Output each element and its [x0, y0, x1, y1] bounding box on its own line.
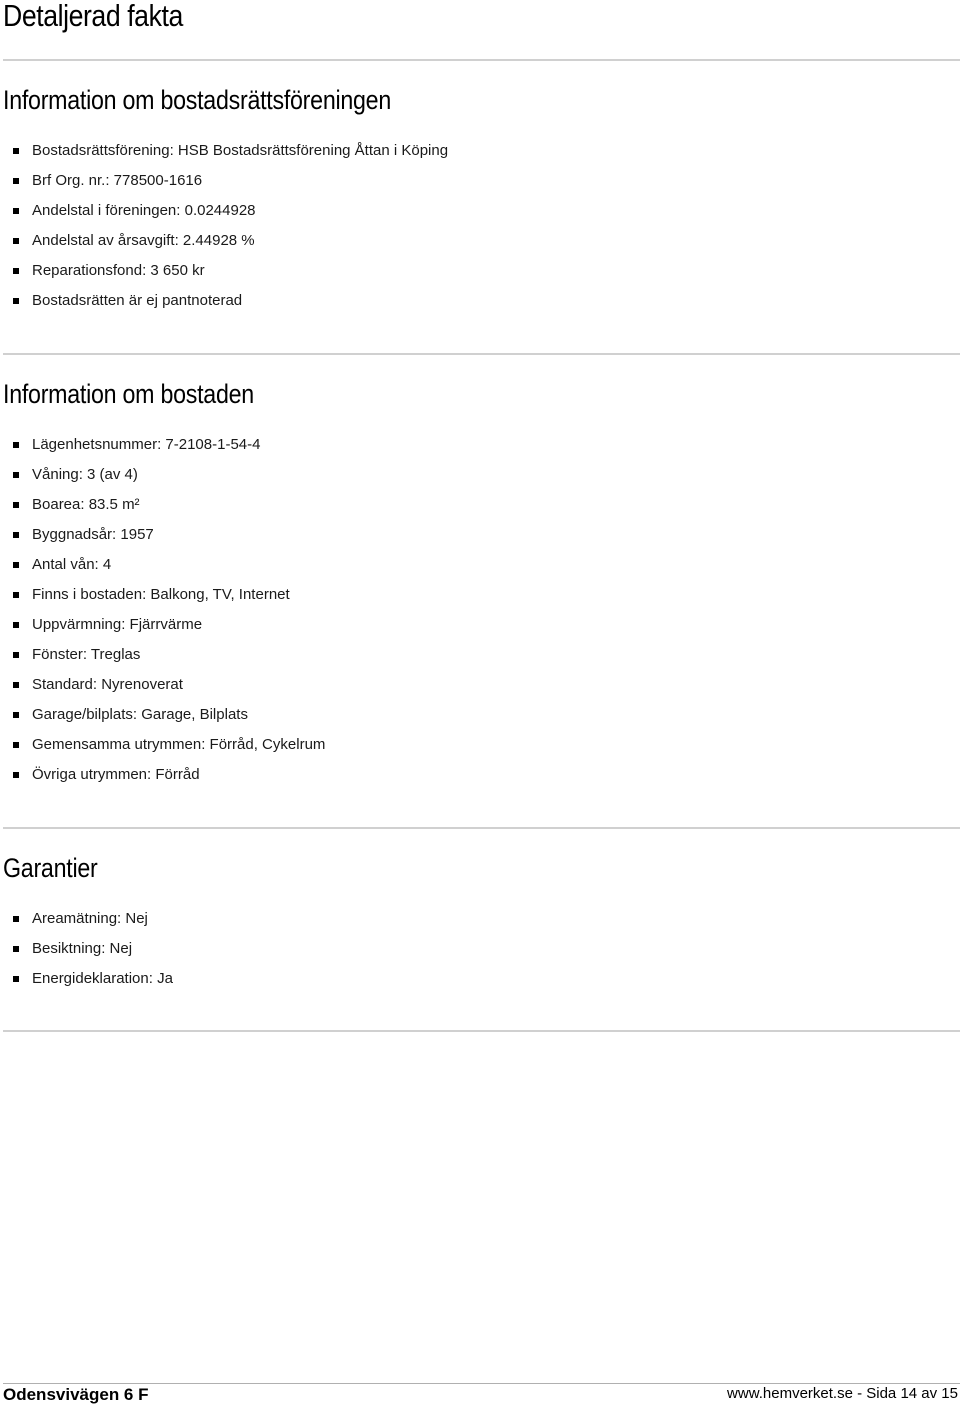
- fact-text: Gemensamma utrymmen: Förråd, Cykelrum: [32, 736, 326, 753]
- square-bullet-icon: [13, 622, 19, 628]
- section-divider: [3, 353, 960, 355]
- fact-text: Garage/bilplats: Garage, Bilplats: [32, 706, 248, 723]
- section-divider: [3, 59, 960, 61]
- square-bullet-icon: [13, 532, 19, 538]
- fact-text: Lägenhetsnummer: 7-2108-1-54-4: [32, 436, 261, 453]
- fact-text: Uppvärmning: Fjärrvärme: [32, 616, 203, 633]
- square-bullet-icon: [13, 268, 19, 274]
- fact-text: Bostadsrätten är ej pantnoterad: [32, 292, 243, 309]
- square-bullet-icon: [13, 238, 19, 244]
- list-item: [0, 934, 173, 964]
- list-item: [0, 670, 325, 700]
- square-bullet-icon: [13, 208, 19, 214]
- footer-address: Odensvivägen 6 F: [3, 1385, 149, 1404]
- list-item: [0, 286, 448, 316]
- fact-text: Våning: 3 (av 4): [32, 466, 138, 483]
- fact-text: Brf Org. nr.: 778500-1616: [32, 172, 203, 189]
- fact-text: Fönster: Treglas: [32, 646, 141, 663]
- fact-text: Besiktning: Nej: [32, 940, 133, 957]
- list-item: [0, 730, 325, 760]
- list-item: [0, 196, 448, 226]
- footer-page-info: www.hemverket.se - Sida 14 av 15: [727, 1385, 958, 1402]
- list-item: [0, 760, 325, 790]
- square-bullet-icon: [13, 442, 19, 448]
- list-item: [0, 256, 448, 286]
- list-item: [0, 490, 325, 520]
- list-item: [0, 226, 448, 256]
- square-bullet-icon: [13, 976, 19, 982]
- square-bullet-icon: [13, 472, 19, 478]
- list-item: [0, 520, 325, 550]
- square-bullet-icon: [13, 178, 19, 184]
- section-divider: [3, 827, 960, 829]
- section-divider: [3, 1030, 960, 1032]
- fact-text: Standard: Nyrenoverat: [32, 676, 183, 693]
- square-bullet-icon: [13, 916, 19, 922]
- square-bullet-icon: [13, 652, 19, 658]
- square-bullet-icon: [13, 712, 19, 718]
- list-item: [0, 640, 325, 670]
- fact-text: Antal vån: 4: [32, 556, 112, 573]
- square-bullet-icon: [13, 148, 19, 154]
- fact-list: [0, 430, 325, 790]
- section-title: Garantier: [3, 853, 98, 883]
- fact-text: Övriga utrymmen: Förråd: [32, 766, 200, 783]
- square-bullet-icon: [13, 502, 19, 508]
- section-title: Information om bostadsrättsföreningen: [3, 85, 392, 115]
- list-item: [0, 430, 325, 460]
- list-item: [0, 166, 448, 196]
- list-item: [0, 580, 325, 610]
- list-item: [0, 550, 325, 580]
- fact-text: Finns i bostaden: Balkong, TV, Internet: [32, 586, 290, 603]
- fact-text: Bostadsrättsförening: HSB Bostadsrättsförening Åttan i Köping: [32, 142, 449, 159]
- list-item: [0, 964, 173, 994]
- square-bullet-icon: [13, 772, 19, 778]
- list-item: [0, 136, 448, 166]
- fact-text: Energideklaration: Ja: [32, 970, 173, 987]
- list-item: [0, 700, 325, 730]
- fact-text: Boarea: 83.5 m²: [32, 496, 140, 513]
- list-item: [0, 460, 325, 490]
- fact-list: [0, 136, 448, 316]
- list-item: [0, 904, 173, 934]
- square-bullet-icon: [13, 682, 19, 688]
- square-bullet-icon: [13, 742, 19, 748]
- list-item: [0, 610, 325, 640]
- square-bullet-icon: [13, 562, 19, 568]
- fact-list: [0, 904, 173, 994]
- page-title: Detaljerad fakta: [3, 0, 183, 33]
- fact-text: Andelstal i föreningen: 0.0244928: [32, 202, 256, 219]
- square-bullet-icon: [13, 298, 19, 304]
- square-bullet-icon: [13, 592, 19, 598]
- square-bullet-icon: [13, 946, 19, 952]
- fact-text: Areamätning: Nej: [32, 910, 148, 927]
- fact-text: Byggnadsår: 1957: [32, 526, 154, 543]
- section-title: Information om bostaden: [3, 379, 254, 409]
- fact-text: Andelstal av årsavgift: 2.44928 %: [32, 232, 255, 249]
- fact-text: Reparationsfond: 3 650 kr: [32, 262, 205, 279]
